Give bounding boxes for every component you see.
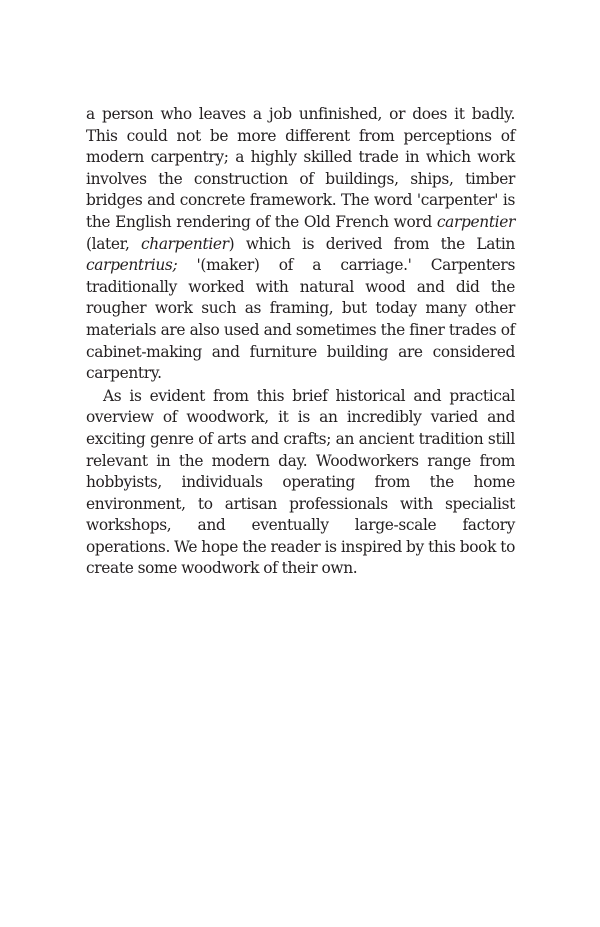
paragraph-1-segment: (later, — [86, 234, 141, 253]
paragraph-carpentry-etymology — [86, 104, 515, 385]
paragraph-1-segment: ) which is derived from the Latin — [228, 234, 515, 253]
paragraph-1-segment: '(maker) of a carriage.' Carpenters traditionally worked with natural wood and did the rougher work such as framing, but today many other materials are also used and sometimes the finer trades of cabinet-making and furniture building are considered carpentry. — [86, 256, 515, 383]
paragraph-1-segment: a person who leaves a job unfinished, or does it badly. This could not be more different from perceptions of modern carpentry; a highly skilled trade in which work involves the construction of buildings, ships, timber bridges and concrete framework. The word 'carpenter' is the English rendering of the Old French word — [86, 105, 515, 231]
paragraph-woodwork-overview: As is evident from this brief historical and practical overview of woodwork, it is an incredibly varied and exciting genre of arts and crafts; an ancient tradition still relevant in the modern day. Woodworkers range from hobbyists, individuals operating from the home environment, to artisan professionals with specialist workshops, and eventually large-scale factory operations. We hope the reader is inspired by this book to create some woodwork of their own. — [86, 386, 515, 578]
body-text — [86, 104, 515, 580]
italic-term-charpentier: charpentier — [141, 234, 229, 253]
italic-term-carpentrius: carpentrius; — [86, 256, 178, 275]
italic-term-carpentier: carpentier — [436, 212, 515, 231]
